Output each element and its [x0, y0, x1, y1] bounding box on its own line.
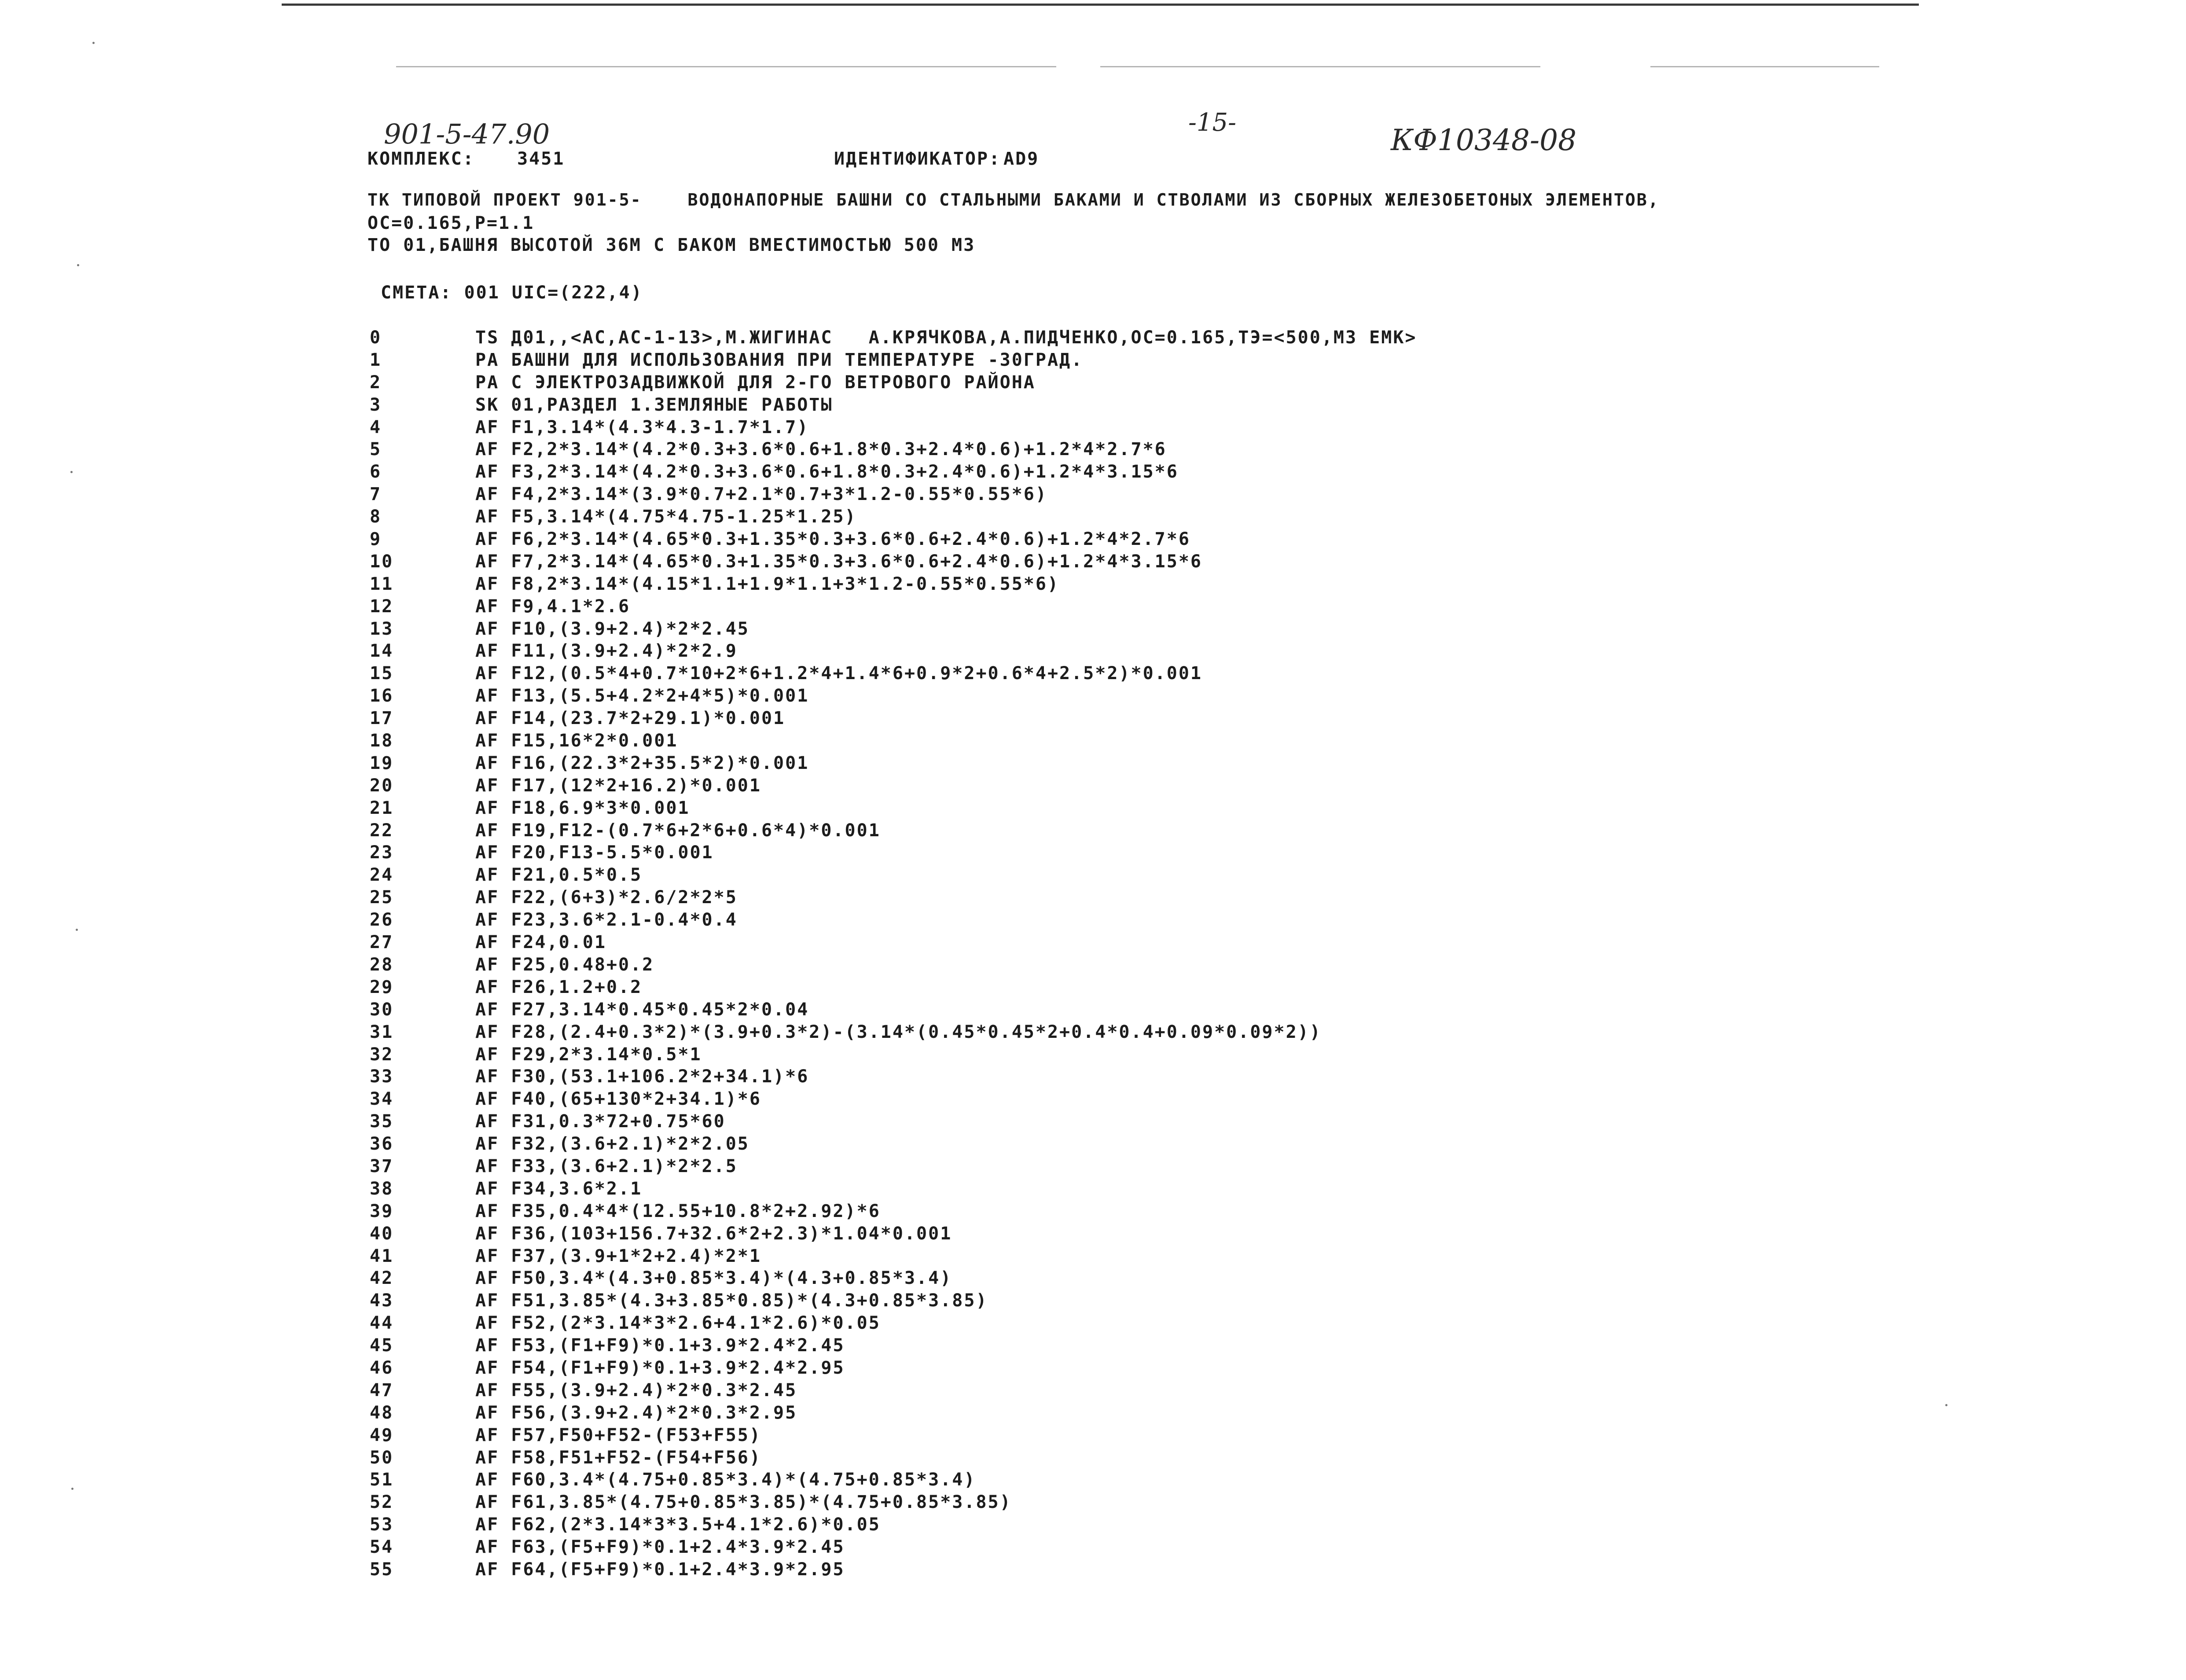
list-item	[370, 1312, 1417, 1334]
list-item	[370, 1379, 1417, 1402]
list-item	[370, 461, 1417, 483]
scan-speck	[77, 264, 79, 266]
complex-value: 3451	[517, 149, 565, 169]
line-number: 15	[370, 663, 394, 684]
line-number: 28	[370, 954, 394, 975]
top-border-line	[282, 4, 1919, 6]
line-number: 32	[370, 1044, 394, 1065]
list-item	[370, 551, 1417, 573]
line-text: PA БАШНИ ДЛЯ ИСПОЛЬЗОВАНИЯ ПРИ ТЕМПЕРАТУРЕ -30ГРАД.	[475, 349, 1084, 370]
list-item	[370, 1290, 1417, 1312]
line-text: AF F11,(3.9+2.4)*2*2.9	[475, 641, 738, 662]
list-item	[370, 1245, 1417, 1268]
line-text: AF F14,(23.7*2+29.1)*0.001	[475, 708, 786, 729]
line-text: AF F28,(2.4+0.3*2)*(3.9+0.3*2)-(3.14*(0.45*0.45*2+0.4*0.4+0.09*0.09*2))	[475, 1022, 1322, 1042]
faint-divider-right	[1650, 66, 1879, 67]
line-text: AF F50,3.4*(4.3+0.85*3.4)*(4.3+0.85*3.4)	[475, 1268, 952, 1289]
list-item	[370, 707, 1417, 730]
list-item	[370, 596, 1417, 618]
list-item	[370, 1536, 1417, 1559]
list-item	[370, 954, 1417, 976]
list-item	[370, 1200, 1417, 1223]
line-number: 12	[370, 596, 394, 617]
line-text: AF F25,0.48+0.2	[475, 954, 654, 975]
faint-divider-left	[396, 66, 1056, 67]
line-text: AF F36,(103+156.7+32.6*2+2.3)*1.04*0.001	[475, 1223, 952, 1244]
line-number: 8	[370, 507, 382, 527]
list-item	[370, 999, 1417, 1021]
list-item	[370, 662, 1417, 685]
line-text: AF F33,(3.6+2.1)*2*2.5	[475, 1156, 738, 1176]
line-number: 23	[370, 842, 394, 863]
line-text: AF F18,6.9*3*0.001	[475, 798, 690, 818]
list-item	[370, 752, 1417, 775]
line-text: AF F20,F13-5.5*0.001	[475, 842, 714, 863]
line-text: AF F64,(F5+F9)*0.1+2.4*3.9*2.95	[475, 1559, 845, 1580]
line-number: 46	[370, 1357, 394, 1378]
list-item	[370, 506, 1417, 528]
line-number: 35	[370, 1111, 394, 1132]
line-text: AF F53,(F1+F9)*0.1+3.9*2.4*2.45	[475, 1335, 845, 1356]
list-item	[370, 1133, 1417, 1155]
line-number: 45	[370, 1335, 394, 1356]
list-item	[370, 1044, 1417, 1066]
line-text: AF F57,F50+F52-(F53+F55)	[475, 1425, 761, 1445]
line-text: SK 01,РАЗДЕЛ 1.ЗЕМЛЯНЫЕ РАБОТЫ	[475, 394, 833, 415]
list-item	[370, 1447, 1417, 1469]
line-text: AF F62,(2*3.14*3*3.5+4.1*2.6)*0.05	[475, 1515, 881, 1535]
line-number: 6	[370, 462, 382, 482]
scan-speck	[71, 1488, 73, 1490]
estimate-lines	[370, 327, 1417, 1581]
list-item	[370, 483, 1417, 506]
list-item	[370, 573, 1417, 596]
line-number: 36	[370, 1134, 394, 1154]
line-number: 39	[370, 1201, 394, 1221]
list-item	[370, 349, 1417, 371]
line-text: AF F13,(5.5+4.2*2+4*5)*0.001	[475, 686, 809, 706]
line-text: AF F54,(F1+F9)*0.1+3.9*2.4*2.95	[475, 1357, 845, 1378]
line-number: 43	[370, 1290, 394, 1311]
line-number: 29	[370, 977, 394, 997]
list-item	[370, 416, 1417, 439]
line-number: 54	[370, 1537, 394, 1558]
line-number: 50	[370, 1447, 394, 1468]
project-title-line-3: ТО 01,БАШНЯ ВЫСОТОЙ 36М С БАКОМ ВМЕСТИМОСТЬЮ 500 М3	[367, 235, 976, 255]
list-item	[370, 618, 1417, 640]
line-text: AF F6,2*3.14*(4.65*0.3+1.35*0.3+3.6*0.6+2.4*0.6)+1.2*4*2.7*6	[475, 529, 1190, 550]
list-item	[370, 976, 1417, 999]
line-text: AF F35,0.4*4*(12.55+10.8*2+2.92)*6	[475, 1201, 881, 1221]
line-number: 52	[370, 1492, 394, 1513]
line-text: AF F51,3.85*(4.3+3.85*0.85)*(4.3+0.85*3.85)	[475, 1290, 988, 1311]
list-item	[370, 931, 1417, 954]
line-text: AF F19,F12-(0.7*6+2*6+0.6*4)*0.001	[475, 820, 881, 841]
line-text: AF F1,3.14*(4.3*4.3-1.7*1.7)	[475, 417, 809, 437]
line-text: AF F24,0.01	[475, 932, 606, 953]
line-number: 40	[370, 1223, 394, 1244]
line-number: 33	[370, 1066, 394, 1087]
scan-speck	[1945, 1404, 1947, 1406]
line-text: AF F3,2*3.14*(4.2*0.3+3.6*0.6+1.8*0.3+2.4*0.6)+1.2*4*3.15*6	[475, 462, 1179, 482]
line-text: AF F9,4.1*2.6	[475, 596, 631, 617]
line-text: AF F8,2*3.14*(4.15*1.1+1.9*1.1+3*1.2-0.55*0.55*6)	[475, 573, 1060, 594]
line-number: 42	[370, 1268, 394, 1289]
list-item	[370, 909, 1417, 931]
line-text: AF F30,(53.1+106.2*2+34.1)*6	[475, 1066, 809, 1087]
line-text: AF F7,2*3.14*(4.65*0.3+1.35*0.3+3.6*0.6+2.4*0.6)+1.2*4*3.15*6	[475, 551, 1203, 572]
line-number: 26	[370, 910, 394, 930]
line-text: AF F4,2*3.14*(3.9*0.7+2.1*0.7+3*1.2-0.55*0.55*6)	[475, 484, 1047, 505]
line-number: 2	[370, 372, 382, 393]
line-number: 51	[370, 1470, 394, 1490]
line-text: AF F10,(3.9+2.4)*2*2.45	[475, 618, 749, 639]
scan-speck	[92, 42, 95, 44]
line-number: 20	[370, 775, 394, 796]
line-text: AF F16,(22.3*2+35.5*2)*0.001	[475, 753, 809, 773]
list-item	[370, 528, 1417, 551]
list-item	[370, 1223, 1417, 1245]
list-item	[370, 371, 1417, 394]
line-text: AF F21,0.5*0.5	[475, 865, 643, 886]
line-text: AF F55,(3.9+2.4)*2*0.3*2.45	[475, 1380, 797, 1401]
list-item	[370, 1402, 1417, 1424]
list-item	[370, 1155, 1417, 1178]
list-item	[370, 394, 1417, 416]
page-number: -15-	[1188, 108, 1237, 137]
list-item	[370, 820, 1417, 842]
line-number: 16	[370, 686, 394, 706]
line-text: AF F32,(3.6+2.1)*2*2.05	[475, 1134, 749, 1154]
line-number: 14	[370, 641, 394, 662]
list-item	[370, 685, 1417, 707]
line-text: AF F2,2*3.14*(4.2*0.3+3.6*0.6+1.8*0.3+2.4*0.6)+1.2*4*2.7*6	[475, 439, 1167, 460]
line-number: 25	[370, 887, 394, 908]
line-text: AF F23,3.6*2.1-0.4*0.4	[475, 910, 738, 930]
faint-divider-middle	[1100, 66, 1540, 67]
line-text: AF F17,(12*2+16.2)*0.001	[475, 775, 761, 796]
list-item	[370, 438, 1417, 461]
list-item	[370, 1514, 1417, 1536]
line-number: 31	[370, 1022, 394, 1042]
line-text: AF F26,1.2+0.2	[475, 977, 643, 997]
line-text: PA С ЭЛЕКТРОЗАДВИЖКОЙ ДЛЯ 2-ГО ВЕТРОВОГО РАЙОНА	[475, 372, 1036, 393]
list-item	[370, 1357, 1417, 1379]
line-number: 27	[370, 932, 394, 953]
list-item	[370, 864, 1417, 886]
line-number: 34	[370, 1089, 394, 1110]
line-text: AF F37,(3.9+1*2+2.4)*2*1	[475, 1246, 761, 1266]
line-number: 55	[370, 1559, 394, 1580]
list-item	[370, 1559, 1417, 1581]
project-title-line-2: ОС=0.165,Р=1.1	[367, 213, 535, 233]
line-text: TS Д01,,<АС,АС-1-13>,М.ЖИГИНАС А.КРЯЧКОВА,А.ПИДЧЕНКО,ОС=0.165,ТЭ=<500,М3 ЕМК>	[475, 327, 1417, 348]
line-number: 18	[370, 731, 394, 751]
line-number: 53	[370, 1515, 394, 1535]
handwritten-project-number: 901-5-47.90	[384, 118, 550, 150]
line-text: AF F22,(6+3)*2.6/2*2*5	[475, 887, 738, 908]
line-text: AF F31,0.3*72+0.75*60	[475, 1111, 726, 1132]
line-number: 19	[370, 753, 394, 773]
line-number: 5	[370, 439, 382, 460]
line-text: AF F27,3.14*0.45*0.45*2*0.04	[475, 999, 809, 1020]
line-number: 37	[370, 1156, 394, 1176]
list-item	[370, 327, 1417, 349]
list-item	[370, 1469, 1417, 1491]
list-item	[370, 842, 1417, 864]
list-item	[370, 1491, 1417, 1514]
line-text: AF F61,3.85*(4.75+0.85*3.85)*(4.75+0.85*3.85)	[475, 1492, 1012, 1513]
scan-speck	[76, 929, 78, 931]
line-number: 47	[370, 1380, 394, 1401]
list-item	[370, 1066, 1417, 1088]
line-number: 11	[370, 573, 394, 594]
line-number: 3	[370, 394, 382, 415]
list-item	[370, 1334, 1417, 1357]
list-item	[370, 1110, 1417, 1133]
scan-speck	[70, 471, 73, 473]
list-item	[370, 1088, 1417, 1110]
line-text: AF F58,F51+F52-(F54+F56)	[475, 1447, 761, 1468]
list-item	[370, 886, 1417, 909]
line-text: AF F40,(65+130*2+34.1)*6	[475, 1089, 761, 1110]
complex-label: КОМПЛЕКС:	[367, 149, 475, 169]
line-number: 10	[370, 551, 394, 572]
line-number: 17	[370, 708, 394, 729]
handwritten-document-code: КФ10348-08	[1391, 123, 1577, 157]
line-text: AF F56,(3.9+2.4)*2*0.3*2.95	[475, 1402, 797, 1423]
list-item	[370, 775, 1417, 797]
line-number: 49	[370, 1425, 394, 1445]
line-text: AF F60,3.4*(4.75+0.85*3.4)*(4.75+0.85*3.4)	[475, 1470, 976, 1490]
line-text: AF F5,3.14*(4.75*4.75-1.25*1.25)	[475, 507, 857, 527]
line-text: AF F15,16*2*0.001	[475, 731, 678, 751]
line-number: 48	[370, 1402, 394, 1423]
list-item	[370, 730, 1417, 752]
estimate-header: СМЕТА: 001 UIC=(222,4)	[381, 283, 643, 303]
identifier-label: ИДЕНТИФИКАТОР:	[834, 149, 1001, 169]
identifier-value: AD9	[1003, 149, 1040, 169]
line-text: AF F52,(2*3.14*3*2.6+4.1*2.6)*0.05	[475, 1313, 881, 1334]
list-item	[370, 1021, 1417, 1044]
line-number: 24	[370, 865, 394, 886]
line-number: 1	[370, 349, 382, 370]
line-number: 30	[370, 999, 394, 1020]
line-number: 41	[370, 1246, 394, 1266]
list-item	[370, 1178, 1417, 1200]
line-number: 13	[370, 618, 394, 639]
line-number: 7	[370, 484, 382, 505]
line-number: 4	[370, 417, 382, 437]
line-text: AF F34,3.6*2.1	[475, 1178, 643, 1199]
line-number: 44	[370, 1313, 394, 1334]
line-number: 38	[370, 1178, 394, 1199]
project-title-line-1: ТК ТИПОВОЙ ПРОЕКТ 901-5- ВОДОНАПОРНЫЕ БАШНИ СО СТАЛЬНЫМИ БАКАМИ И СТВОЛАМИ ИЗ СБОРНЫХ ЖЕЛЕЗОБЕТОНЫХ ЭЛЕМЕНТОВ,	[367, 190, 1660, 210]
line-number: 21	[370, 798, 394, 818]
list-item	[370, 1267, 1417, 1290]
line-text: AF F63,(F5+F9)*0.1+2.4*3.9*2.45	[475, 1537, 845, 1558]
list-item	[370, 640, 1417, 662]
line-text: AF F29,2*3.14*0.5*1	[475, 1044, 702, 1065]
line-number: 22	[370, 820, 394, 841]
line-text: AF F12,(0.5*4+0.7*10+2*6+1.2*4+1.4*6+0.9*2+0.6*4+2.5*2)*0.001	[475, 663, 1203, 684]
line-number: 0	[370, 327, 382, 348]
list-item	[370, 797, 1417, 820]
list-item	[370, 1424, 1417, 1447]
line-number: 9	[370, 529, 382, 550]
